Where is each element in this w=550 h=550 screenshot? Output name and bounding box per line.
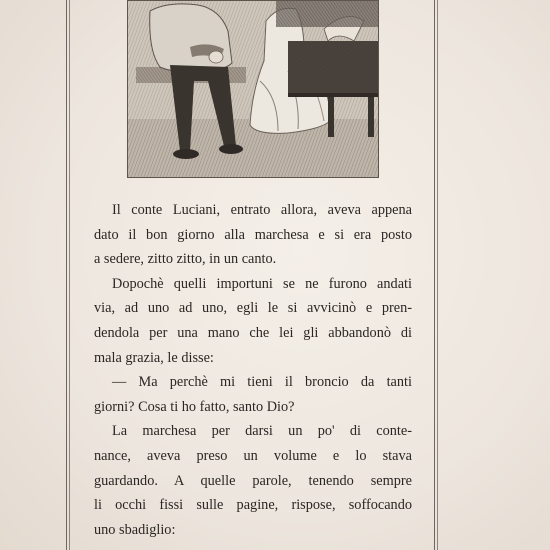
text-line: giorni? Cosa ti ho fatto, santo Dio? — [94, 398, 295, 415]
paragraph-4 — [94, 419, 412, 542]
left-border-rule-inner — [69, 0, 70, 550]
right-border-rule — [434, 0, 435, 550]
body-text — [94, 198, 412, 542]
text-line: nance, aveva preso un volume e lo stava — [94, 447, 412, 464]
engraving-drawing — [128, 1, 379, 178]
text-line: dato il bon giorno alla marchesa e si era posto — [94, 226, 412, 243]
text-line: via, ad uno ad uno, egli le si avvicinò e pren- — [94, 300, 412, 317]
text-line: Il conte Luciani, entrato allora, aveva appena — [112, 202, 412, 218]
text-line: mala grazia, le disse: — [94, 349, 214, 366]
text-line: dendola per una mano che lei gli abbandonò di — [94, 324, 412, 341]
paragraph-2 — [94, 272, 412, 370]
text-line: guardando. A quelle parole, tenendo sempre — [94, 472, 412, 489]
text-line: Dopochè quelli importuni se ne furono andati — [112, 275, 412, 292]
engraving-illustration — [127, 0, 379, 178]
left-border-rule — [66, 0, 67, 550]
text-line: — Ma perchè mi tieni il broncio da tanti — [112, 374, 412, 391]
text-line: a sedere, zitto zitto, in un canto. — [94, 251, 277, 268]
right-border-rule-inner — [437, 0, 438, 550]
paragraph-1 — [94, 198, 412, 272]
text-line: La marchesa per darsi un po' di conte- — [112, 423, 412, 440]
text-line: li occhi fissi sulle pagine, rispose, soffocando — [94, 497, 412, 514]
text-line: uno sbadiglio: — [94, 521, 176, 538]
paragraph-3 — [94, 370, 412, 419]
